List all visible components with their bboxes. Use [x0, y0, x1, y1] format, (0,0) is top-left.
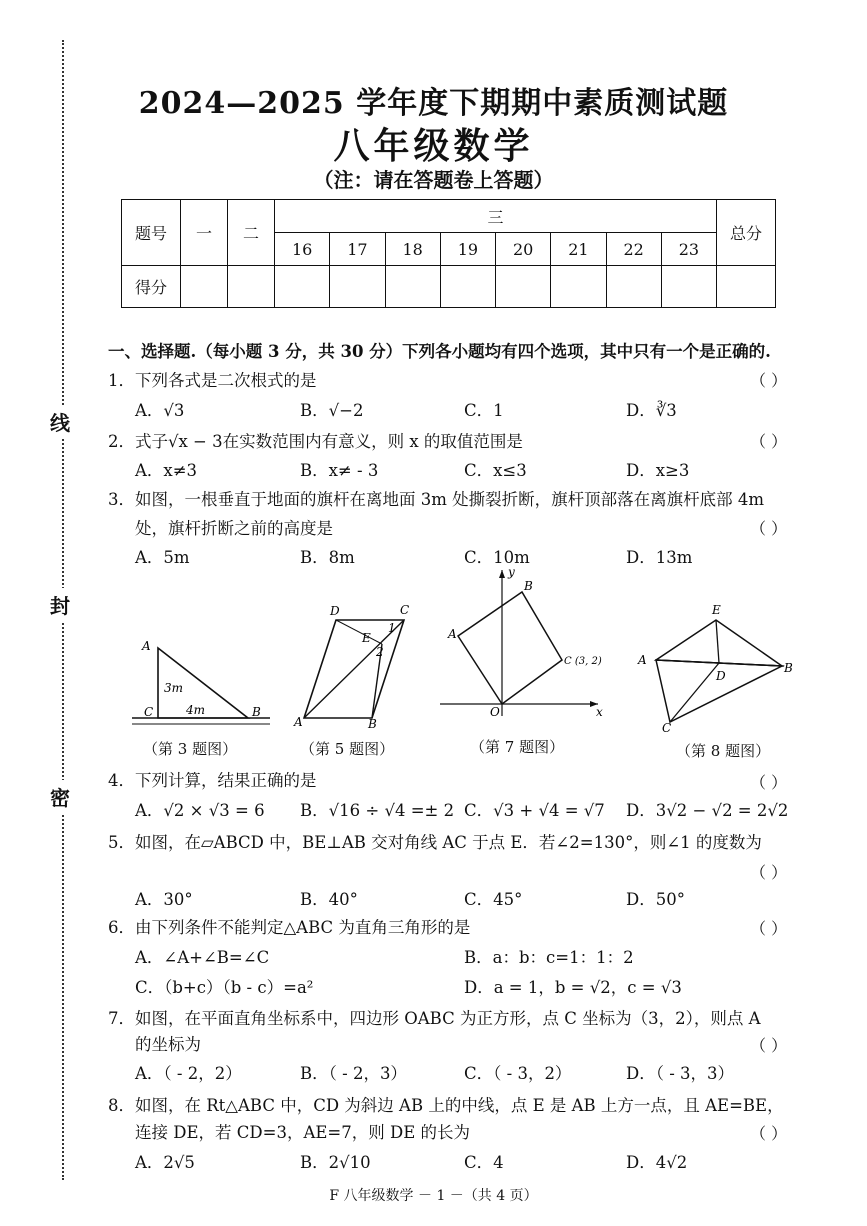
- score-cell: [228, 266, 275, 308]
- label-C: C (3, 2): [564, 656, 602, 667]
- section-heading: 一、选择题.（每小题 3 分，共 30 分）下列各小题均有四个选项，其中只有一个是正确的.: [108, 342, 771, 361]
- label-2: 2: [376, 645, 384, 659]
- sub-col: 18: [385, 233, 440, 266]
- answer-paren: （ ）: [750, 1124, 788, 1143]
- option: A．x≠3: [135, 461, 198, 480]
- question-stem-cont: 连接 DE，若 CD=3，AE=7，则 DE 的长为: [135, 1123, 470, 1142]
- score-cell: [440, 266, 495, 308]
- option: B．√−2: [300, 401, 364, 420]
- option: C．（ - 3，2）: [464, 1064, 572, 1083]
- option: D．∛3: [626, 401, 677, 420]
- sub-col: 21: [551, 233, 606, 266]
- figure-caption: （第 7 题图）: [470, 738, 565, 756]
- figure-7: [436, 566, 606, 728]
- option: A．5m: [135, 548, 190, 567]
- label-D: D: [716, 669, 726, 683]
- binding-char: 密: [50, 780, 70, 813]
- option: B．40°: [300, 890, 358, 909]
- binding-char: 线: [50, 405, 70, 438]
- label-B: B: [524, 579, 533, 593]
- label-A: A: [294, 715, 303, 729]
- label-x: x: [596, 705, 603, 719]
- sub-col: 19: [440, 233, 495, 266]
- option: C．10m: [464, 548, 530, 567]
- answer-paren: （ ）: [750, 773, 788, 792]
- option: A．∠A+∠B=∠C: [135, 948, 270, 967]
- option: C．√3 + √4 = √7: [464, 801, 605, 820]
- answer-paren: （ ）: [750, 863, 788, 882]
- figure-caption: （第 3 题图）: [143, 740, 238, 758]
- question-stem: 2．式子√x − 3在实数范围内有意义，则 x 的取值范围是: [108, 432, 523, 451]
- question-stem: 7．如图，在平面直角坐标系中，四边形 OABC 为正方形，点 C 坐标为（3，2），则点 A: [108, 1009, 761, 1028]
- label-A: A: [142, 639, 151, 653]
- sub-col: 16: [275, 233, 330, 266]
- option: B．8m: [300, 548, 355, 567]
- figure-8: [636, 600, 796, 735]
- figure-3: [120, 600, 280, 730]
- sub-col: 23: [661, 233, 716, 266]
- score-cell: [330, 266, 385, 308]
- question-stem-cont: 的坐标为: [135, 1035, 201, 1054]
- option: B．a：b：c=1：1：2: [464, 948, 634, 967]
- score-cell: [661, 266, 716, 308]
- score-cell: [717, 266, 776, 308]
- answer-paren: （ ）: [750, 371, 788, 390]
- label-C: C: [400, 603, 410, 617]
- option: D．13m: [626, 548, 693, 567]
- score-cell: [606, 266, 661, 308]
- label-A: A: [448, 627, 457, 641]
- figure-caption: （第 5 题图）: [300, 740, 395, 758]
- option: A．√2 × √3 = 6: [135, 801, 265, 820]
- title-note: （注：请在答题卷上答题）: [313, 168, 554, 192]
- option: C．45°: [464, 890, 523, 909]
- label-B: B: [252, 705, 261, 719]
- label-B: B: [368, 717, 377, 731]
- exam-title: 2024—2025 学年度下期期中素质测试题: [138, 86, 729, 121]
- label-y: y: [508, 565, 515, 579]
- label-E: E: [712, 603, 721, 617]
- answer-paren: （ ）: [750, 519, 788, 538]
- question-stem: 4．下列计算，结果正确的是: [108, 771, 317, 790]
- score-cell: [496, 266, 551, 308]
- figure-caption: （第 8 题图）: [676, 742, 771, 760]
- score-cell: [181, 266, 228, 308]
- binding-char: 封: [50, 588, 70, 621]
- row-label: 题号: [122, 200, 181, 266]
- option: C．4: [464, 1153, 504, 1172]
- option: C．x≤3: [464, 461, 527, 480]
- col-header: 一: [181, 200, 228, 266]
- sub-col: 17: [330, 233, 385, 266]
- col-header: 三: [275, 200, 717, 233]
- option: D．50°: [626, 890, 685, 909]
- label-4m: 4m: [186, 703, 206, 717]
- option: A．（ - 2，2）: [135, 1064, 242, 1083]
- option: D．4√2: [626, 1153, 688, 1172]
- label-B: B: [784, 661, 793, 675]
- option: C．（b+c）（b - c）=a²: [135, 978, 314, 997]
- answer-paren: （ ）: [750, 919, 788, 938]
- col-header: 二: [228, 200, 275, 266]
- label-D: D: [330, 604, 340, 618]
- score-cell: [385, 266, 440, 308]
- label-E: E: [362, 631, 371, 645]
- row-label: 得分: [122, 266, 181, 308]
- option: D．3√2 − √2 = 2√2: [626, 801, 789, 820]
- page-footer: F 八年级数学 － 1 －（共 4 页）: [329, 1188, 538, 1204]
- score-table: [121, 199, 776, 308]
- score-cell: [551, 266, 606, 308]
- option: B．√16 ÷ √4 =± 2: [300, 801, 455, 820]
- sub-col: 20: [496, 233, 551, 266]
- question-stem: 8．如图，在 Rt△ABC 中，CD 为斜边 AB 上的中线，点 E 是 AB 上方一点，且 AE=BE，: [108, 1096, 784, 1115]
- option: A．2√5: [135, 1153, 195, 1172]
- answer-paren: （ ）: [750, 1036, 788, 1055]
- label-1: 1: [388, 621, 396, 635]
- option: B．2√10: [300, 1153, 371, 1172]
- label-3m: 3m: [164, 681, 184, 695]
- option: C．1: [464, 401, 504, 420]
- answer-paren: （ ）: [750, 432, 788, 451]
- option: A．√3: [135, 401, 185, 420]
- question-stem: 1．下列各式是二次根式的是: [108, 371, 317, 390]
- option: B．（ - 2，3）: [300, 1064, 407, 1083]
- option: A．30°: [135, 890, 193, 909]
- label-C: C: [144, 705, 154, 719]
- sub-col: 22: [606, 233, 661, 266]
- subject-title: 八年级数学: [333, 125, 534, 167]
- question-stem: 5．如图，在▱ABCD 中，BE⊥AB 交对角线 AC 于点 E．若∠2=130°，则∠1 的度数为: [108, 833, 762, 852]
- label-O: O: [490, 705, 500, 719]
- question-stem: 3．如图，一根垂直于地面的旗杆在离地面 3m 处撕裂折断，旗杆顶部落在离旗杆底部 4m: [108, 490, 765, 509]
- option: D．x≥3: [626, 461, 690, 480]
- option: D．（ - 3，3）: [626, 1064, 735, 1083]
- figure-5: [292, 598, 422, 730]
- option: D．a = 1，b = √2，c = √3: [464, 978, 682, 997]
- col-header-total: 总分: [717, 200, 776, 266]
- option: B．x≠ - 3: [300, 461, 379, 480]
- score-cell: [275, 266, 330, 308]
- question-stem: 6．由下列条件不能判定△ABC 为直角三角形的是: [108, 918, 471, 937]
- question-stem-cont: 处，旗杆折断之前的高度是: [135, 519, 333, 538]
- label-C: C: [662, 721, 672, 735]
- label-A: A: [638, 653, 647, 667]
